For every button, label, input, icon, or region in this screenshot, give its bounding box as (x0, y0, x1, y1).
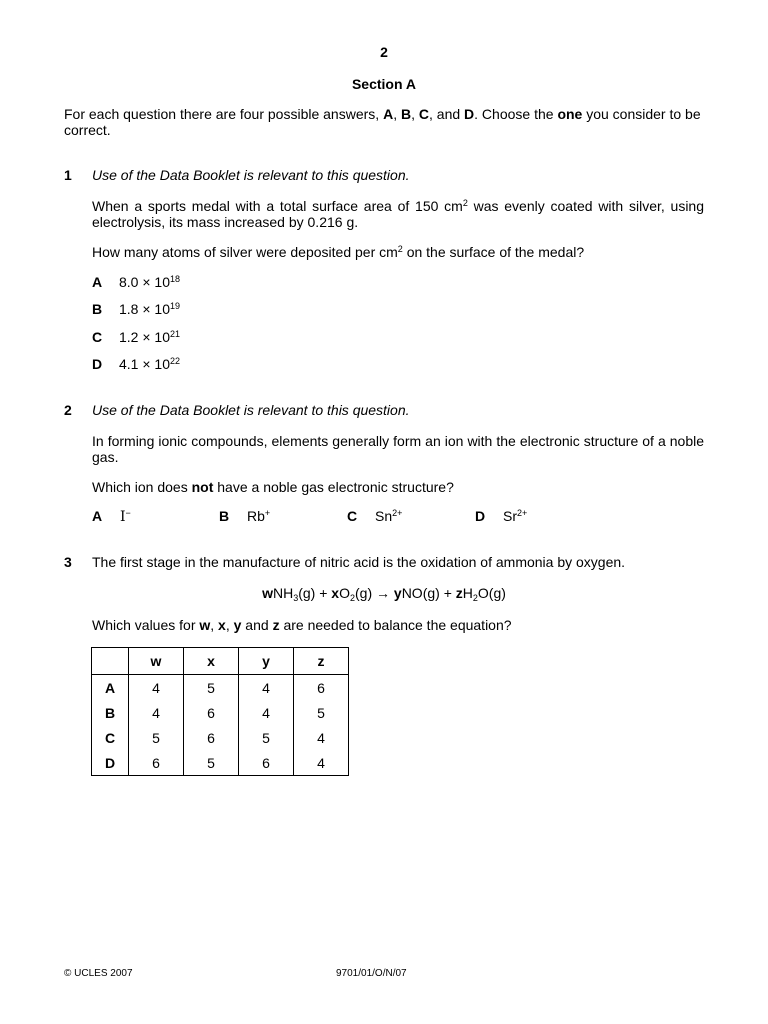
table-cell: 5 (129, 725, 184, 750)
instructions: For each question there are four possible answers, A, B, C, and D. Choose the one you consider to be correct. (64, 106, 701, 138)
table-cell: 5 (184, 750, 239, 776)
question-1-stem: When a sports medal with a total surface area of 150 $cm^2$ was evenly coated with silver, using electrolysis, its mass increased by 0.216 g. (92, 198, 704, 230)
table-cell: 4 (129, 700, 184, 725)
question-3-number: 3 (64, 554, 72, 570)
table-cell: 4 (294, 750, 349, 776)
question-2-question: Which ion does not have a noble gas electronic structure? (92, 479, 454, 495)
table-cell: 5 (294, 700, 349, 725)
page-number: 2 (380, 44, 388, 60)
option-text: $8.0 \times 10^{18}$ (119, 274, 181, 290)
question-2-option-c: C $Sn^{2+}$ (347, 508, 403, 524)
option-letter: A (92, 274, 103, 290)
option-text: $1.2 \times 10^{21}$ (119, 329, 181, 345)
table-cell: 4 (294, 725, 349, 750)
option-letter: B (92, 301, 103, 317)
answer-table (91, 647, 349, 776)
table-row (92, 725, 349, 750)
question-2-number: 2 (64, 402, 72, 418)
table-row (92, 750, 349, 776)
table-header: y (239, 648, 294, 675)
chemical-equation: $wNH_3(g) + xO_2(g) \to yNO(g) + zH_2O(g)$ (262, 585, 506, 603)
question-2-option-b: B Rb+ (219, 508, 271, 524)
section-title: Section A (351, 76, 417, 92)
table-cell: 6 (184, 700, 239, 725)
option-letter: D (92, 356, 103, 372)
option-letter: C (92, 329, 103, 345)
table-cell: 5 (239, 725, 294, 750)
option-text: $1.8 \times 10^{19}$ (119, 301, 181, 317)
row-letter: A (92, 675, 129, 701)
row-letter: D (92, 750, 129, 776)
table-cell: 4 (129, 675, 184, 701)
option-text: $4.1 \times 10^{22}$ (119, 356, 181, 372)
table-cell: 4 (239, 700, 294, 725)
question-1-question: How many atoms of silver were deposited per $cm^2$ on the surface of the medal? (92, 244, 585, 260)
table-cell: 6 (184, 725, 239, 750)
table-header: w (129, 648, 184, 675)
table-cell: 6 (129, 750, 184, 776)
table-row (92, 700, 349, 725)
row-letter: C (92, 725, 129, 750)
question-2-option-d: D $Sr^{2+}$ (475, 508, 528, 524)
table-cell: 6 (239, 750, 294, 776)
question-1-note: Use of the Data Booklet is relevant to this question. (92, 167, 410, 183)
copyright-footer: © UCLES 2007 (64, 968, 133, 979)
question-2-option-a: A I− (92, 508, 131, 525)
table-cell: 6 (294, 675, 349, 701)
question-3-question: Which values for w, x, y and z are needed to balance the equation? (92, 617, 512, 633)
question-1-number: 1 (64, 167, 72, 183)
paper-code-footer: 9701/01/O/N/07 (336, 968, 407, 979)
table-corner-cell (92, 648, 129, 675)
table-cell: 4 (239, 675, 294, 701)
table-cell: 5 (184, 675, 239, 701)
question-2-note: Use of the Data Booklet is relevant to this question. (92, 402, 410, 418)
table-header: z (294, 648, 349, 675)
question-3-stem: The first stage in the manufacture of nitric acid is the oxidation of ammonia by oxygen. (92, 554, 626, 570)
table-row (92, 675, 349, 701)
row-letter: B (92, 700, 129, 725)
question-2-stem: In forming ionic compounds, elements generally form an ion with the electronic structure of a noble gas. (92, 433, 704, 465)
table-header: x (184, 648, 239, 675)
table-header-row (92, 648, 349, 675)
